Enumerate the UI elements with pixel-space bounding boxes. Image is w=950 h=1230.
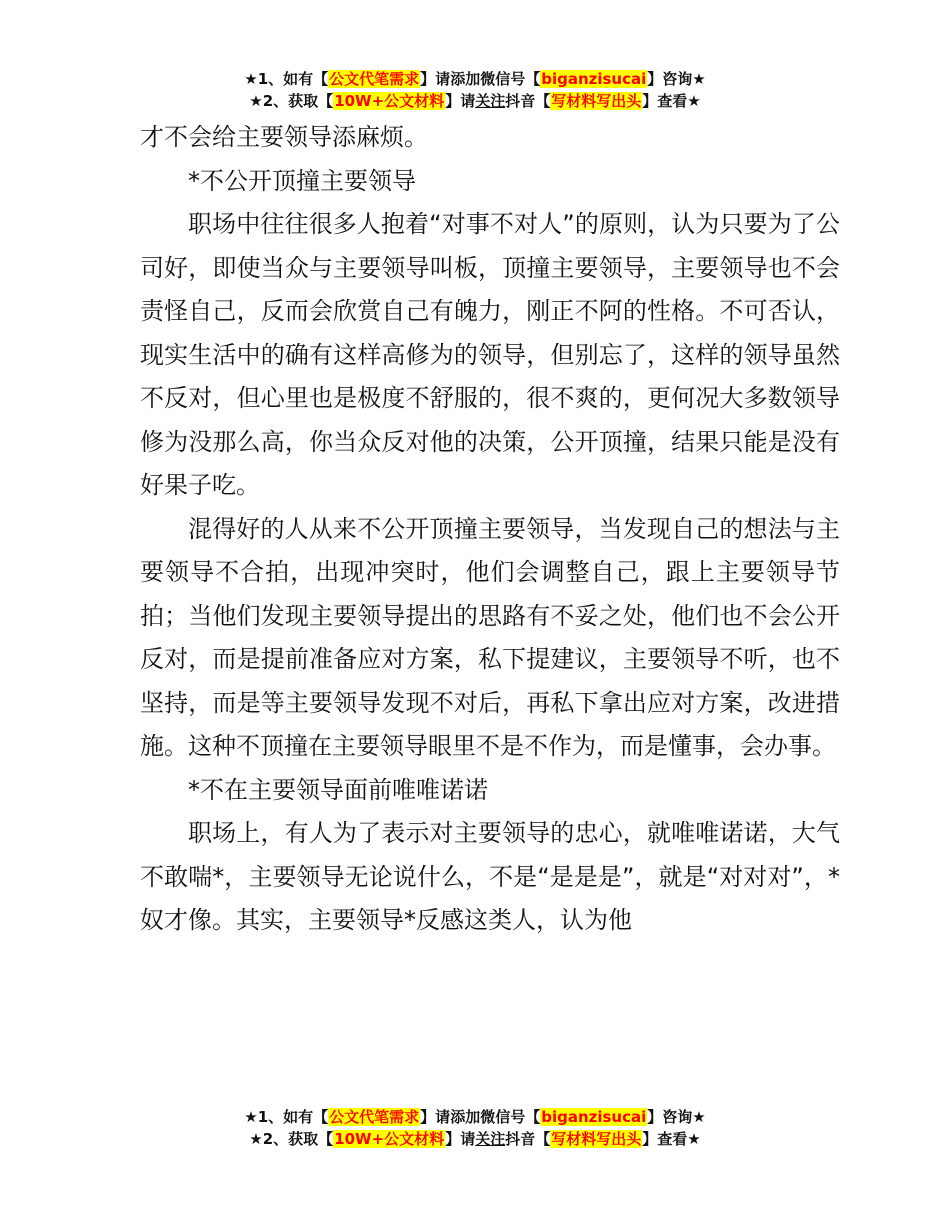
banner-line-2 [0, 1128, 950, 1150]
paragraph: 职场中往往很多人抱着“对事不对人”的原则，认为只要为了公司好，即使当众与主要领导叫板，顶撞主要领导，主要领导也不会责怪自己，反而会欣赏自己有魄力，刚正不阿的性格。不可否认，现实生活中的确有这样高修为的领导，但别忘了，这样的领导虽然不反对，但心里也是极度不舒服的，很不爽的，更何况大多数领导修为没那么高，你当众反对他的决策，公开顶撞，结果只能是没有好果子吃。 [140, 210, 840, 499]
banner-text: ★2、获取【 [249, 92, 334, 110]
banner-text: 】咨询★ [647, 1108, 706, 1126]
banner-text: 】咨询★ [647, 70, 706, 88]
banner-text: 抖音【 [505, 1130, 551, 1148]
highlight-douyin: 写材料写出头 [551, 92, 642, 110]
banner-line-2 [0, 90, 950, 112]
banner-line-1 [0, 1106, 950, 1128]
banner-text: 】请 [420, 70, 451, 88]
banner-emphasis: 关注 [475, 1130, 506, 1148]
banner-text: 】请 [445, 92, 476, 110]
banner-text: 】查看★ [642, 1130, 701, 1148]
section-heading: *不公开顶撞主要领导 [188, 166, 416, 195]
highlight-materials: 10W+公文材料 [334, 92, 445, 110]
header-banner [0, 68, 950, 112]
banner-text: 微信号【 [480, 1108, 541, 1126]
banner-line-1 [0, 68, 950, 90]
banner-emphasis: 添加 [450, 70, 481, 88]
banner-text: 】请 [445, 1130, 476, 1148]
highlight-service: 公文代笔需求 [329, 70, 420, 88]
footer-banner [0, 1106, 950, 1150]
highlight-wechat-id: biganzisucai [541, 70, 647, 88]
highlight-materials: 10W+公文材料 [334, 1130, 445, 1148]
banner-text: 】查看★ [642, 92, 701, 110]
banner-text: 】请 [420, 1108, 451, 1126]
paragraph: 混得好的人从来不公开顶撞主要领导，当发现自己的想法与主要领导不合拍，出现冲突时，他们会调整自己，跟上主要领导节拍；当他们发现主要领导提出的思路有不妥之处，他们也不会公开反对，而是提前准备应对方案，私下提建议，主要领导不听，也不坚持，而是等主要领导发现不对后，再私下拿出应对方案，改进措施。这种不顶撞在主要领导眼里不是不作为，而是懂事，会办事。 [140, 514, 840, 760]
highlight-wechat-id: biganzisucai [541, 1108, 647, 1126]
banner-emphasis: 关注 [475, 92, 506, 110]
document-body [140, 116, 840, 943]
banner-text: 抖音【 [505, 92, 551, 110]
paragraph: 职场上，有人为了表示对主要领导的忠心，就唯唯诺诺，大气不敢喘*，主要领导无论说什么，不是“是是是”，就是“对对对”，*奴才像。其实，主要领导*反感这类人，认为他 [140, 819, 840, 934]
paragraph-continuation: 才不会给主要领导添麻烦。 [140, 123, 428, 151]
banner-text: ★1、如有【 [244, 70, 329, 88]
banner-emphasis: 添加 [450, 1108, 481, 1126]
highlight-douyin: 写材料写出头 [551, 1130, 642, 1148]
section-heading: *不在主要领导面前唯唯诺诺 [188, 775, 488, 804]
banner-text: ★1、如有【 [244, 1108, 329, 1126]
highlight-service: 公文代笔需求 [329, 1108, 420, 1126]
banner-text: 微信号【 [480, 70, 541, 88]
banner-text: ★2、获取【 [249, 1130, 334, 1148]
